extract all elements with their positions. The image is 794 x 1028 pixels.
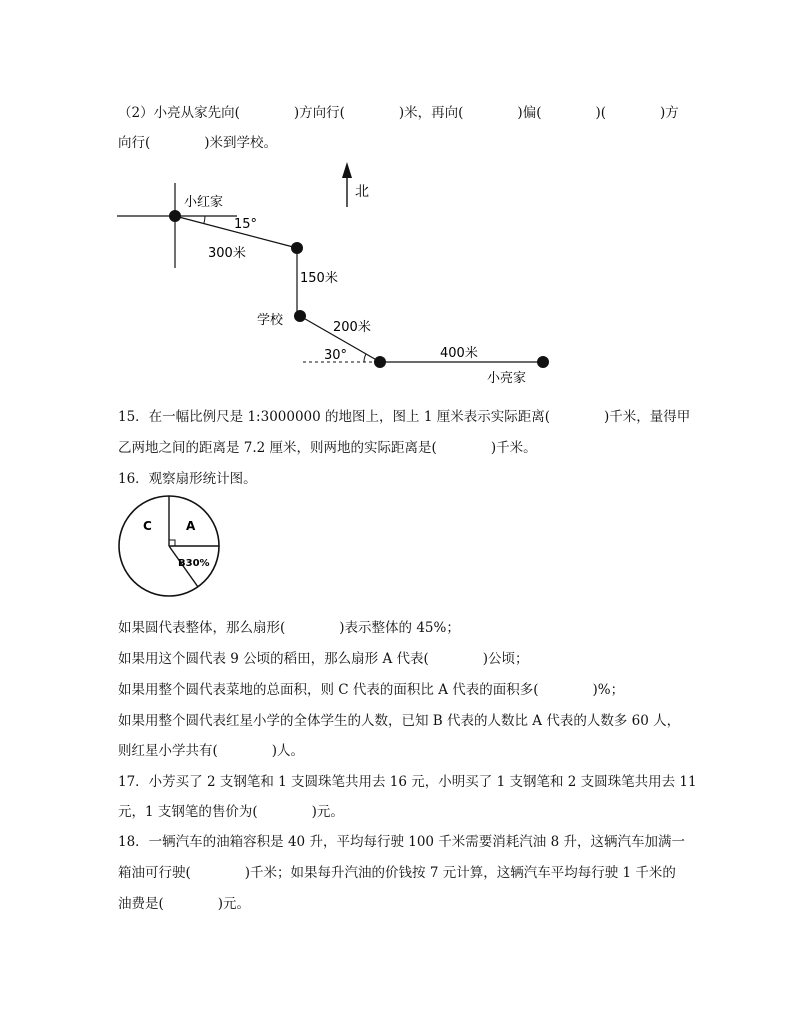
q16-statement-1: 如果圆代表整体，那么扇形( )表示整体的 45%； xyxy=(118,620,460,636)
point-school xyxy=(294,310,306,322)
q16-statement-4b: 则红星小学共有( )人。 xyxy=(118,743,305,759)
q16-statement-4a: 如果用整个圆代表红星小学的全体学生的人数，已知 B 代表的人数比 A 代表的人数多 60 人， xyxy=(118,713,681,729)
q18-line3: 油费是( )元。 xyxy=(118,896,251,912)
angle-15-arc xyxy=(204,216,205,223)
pie-label-b: B30% xyxy=(178,558,210,569)
pie-label-c: C xyxy=(143,519,152,533)
q15-line2: 乙两地之间的距离是 7.2 厘米，则两地的实际距离是( )千米。 xyxy=(118,440,537,456)
point-turn xyxy=(291,242,303,254)
label-dist-150: 150米 xyxy=(300,271,338,286)
q16-statement-3: 如果用整个圆代表菜地的总面积，则 C 代表的面积比 A 代表的面积多( )%； xyxy=(118,682,625,698)
label-school: 学校 xyxy=(257,313,284,328)
label-dist-300: 300米 xyxy=(208,246,246,261)
q18-line2: 箱油可行驶( )千米；如果每升汽油的价钱按 7 元计算，这辆汽车平均每行驶 1 千米的 xyxy=(118,865,676,881)
point-corner xyxy=(374,356,386,368)
q18-line1: 18．一辆汽车的油箱容积是 40 升，平均每行驶 100 千米需要消耗汽油 8 升，这辆汽车加满一 xyxy=(118,834,685,850)
label-xiaoliang-home: 小亮家 xyxy=(487,371,527,386)
label-angle-15: 15° xyxy=(234,217,258,232)
q16-statement-2: 如果用这个圆代表 9 公顷的稻田，那么扇形 A 代表( )公顷； xyxy=(118,651,529,667)
q17-line1: 17．小芳买了 2 支钢笔和 1 支圆珠笔共用去 16 元，小明买了 1 支钢笔和 2 支圆珠笔共用去 11 xyxy=(118,774,697,790)
q14-2-line2: 向行( )米到学校。 xyxy=(118,135,278,151)
pie-right-angle-mark xyxy=(169,540,175,546)
label-dist-200: 200米 xyxy=(333,320,371,335)
north-label: 北 xyxy=(355,184,369,200)
label-dist-400: 400米 xyxy=(440,346,478,361)
angle-30-arc xyxy=(364,354,366,362)
label-angle-30: 30° xyxy=(324,348,348,363)
point-xiaoliang-home xyxy=(537,356,549,368)
north-arrow-icon xyxy=(342,162,352,207)
pie-chart xyxy=(119,496,219,596)
pie-label-a: A xyxy=(186,519,196,533)
q14-2-line1: （2）小亮从家先向( )方向行( )米，再向( )偏( )( )方 xyxy=(118,105,679,121)
q16-title: 16．观察扇形统计图。 xyxy=(118,471,257,487)
point-xiaohong-home xyxy=(169,210,181,222)
q17-line2: 元，1 支钢笔的售价为( )元。 xyxy=(118,804,344,820)
q15-line1: 15．在一幅比例尺是 1:3000000 的地图上，图上 1 厘米表示实际距离( )千米，量得甲 xyxy=(118,409,691,425)
label-xiaohong-home: 小红家 xyxy=(184,195,224,210)
